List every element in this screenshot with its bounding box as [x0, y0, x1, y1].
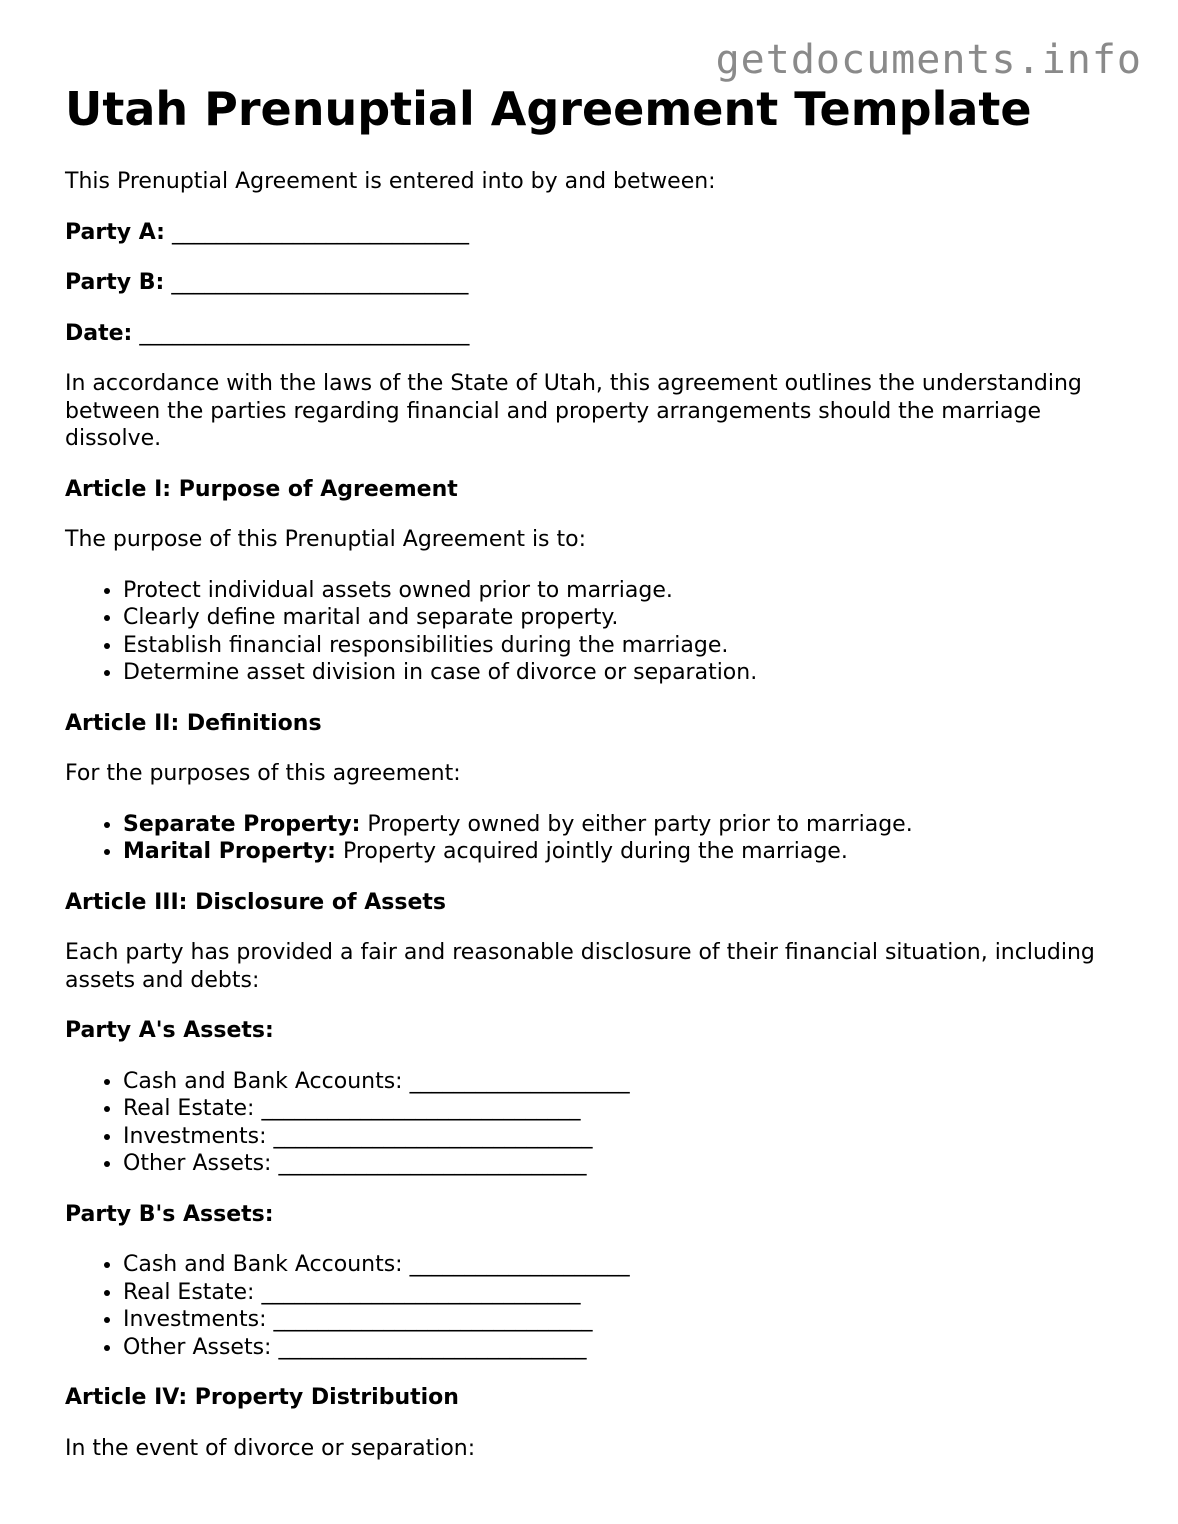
- date-blank[interactable]: ______________________________: [139, 320, 470, 346]
- definition-text: Property owned by either party prior to marriage.: [360, 811, 913, 837]
- article-4-heading: Article IV: Property Distribution: [65, 1385, 459, 1410]
- list-item[interactable]: • Investments: _____________________________: [123, 1306, 1125, 1334]
- watermark: getdocuments.info: [715, 37, 1142, 83]
- article-1-heading: Article I: Purpose of Agreement: [65, 476, 458, 502]
- party-a-assets-heading: Party A's Assets:: [65, 1018, 274, 1043]
- party-b-label: Party B:: [65, 270, 165, 295]
- article-4-lead: In the event of divorce or separation:: [65, 1435, 476, 1461]
- list-item: • Determine asset division in case of divorce or separation.: [123, 659, 1125, 687]
- party-a-line: [65, 219, 1125, 247]
- list-item[interactable]: • Real Estate: _____________________________: [123, 1095, 1125, 1123]
- list-item: [123, 811, 1125, 839]
- list-item: [123, 838, 1125, 866]
- document-title: Utah Prenuptial Agreement Template: [65, 82, 1032, 136]
- article-3-heading: Article III: Disclosure of Assets: [65, 889, 446, 915]
- list-item: • Protect individual assets owned prior to marriage.: [123, 577, 1125, 605]
- party-b-blank[interactable]: ___________________________: [171, 270, 469, 295]
- list-item[interactable]: • Real Estate: _____________________________: [123, 1279, 1125, 1307]
- list-item[interactable]: • Other Assets: ____________________________: [123, 1150, 1125, 1178]
- article-3-lead: Each party has provided a fair and reasonable disclosure of their financial situation, including assets and debts:: [65, 940, 1095, 993]
- party-a-blank[interactable]: ___________________________: [171, 219, 469, 245]
- article-1-list: [65, 577, 1125, 687]
- list-item[interactable]: • Cash and Bank Accounts: ____________________: [123, 1068, 1125, 1096]
- party-b-assets-list: [65, 1251, 1125, 1361]
- list-item[interactable]: • Investments: _____________________________: [123, 1123, 1125, 1151]
- party-a-label: Party A:: [65, 219, 165, 245]
- document-body: [65, 168, 1125, 1485]
- article-2-heading: Article II: Definitions: [65, 710, 322, 736]
- party-b-assets-heading: Party B's Assets:: [65, 1201, 274, 1227]
- article-2-lead: For the purposes of this agreement:: [65, 761, 461, 786]
- accordance-paragraph: In accordance with the laws of the State of Utah, this agreement outlines the understanding between the parties regarding financial and property arrangements should the marriage dissolve.: [65, 371, 1082, 451]
- list-item[interactable]: • Other Assets: ____________________________: [123, 1334, 1125, 1362]
- date-label: Date:: [65, 320, 133, 346]
- definition-term: Marital Property:: [123, 839, 336, 864]
- definition-text: Property acquired jointly during the marriage.: [335, 839, 848, 864]
- party-a-assets-list: [65, 1068, 1125, 1178]
- list-item: • Establish financial responsibilities during the marriage.: [123, 632, 1125, 660]
- definition-term: Separate Property:: [123, 811, 361, 837]
- list-item: • Clearly define marital and separate property.: [123, 604, 1125, 632]
- party-b-line: [65, 269, 1125, 297]
- article-1-lead: The purpose of this Prenuptial Agreement is to:: [65, 527, 587, 552]
- intro-paragraph: This Prenuptial Agreement is entered into by and between:: [65, 169, 716, 194]
- article-2-list: [65, 811, 1125, 866]
- list-item[interactable]: • Cash and Bank Accounts: ____________________: [123, 1251, 1125, 1279]
- date-line: [65, 320, 1125, 348]
